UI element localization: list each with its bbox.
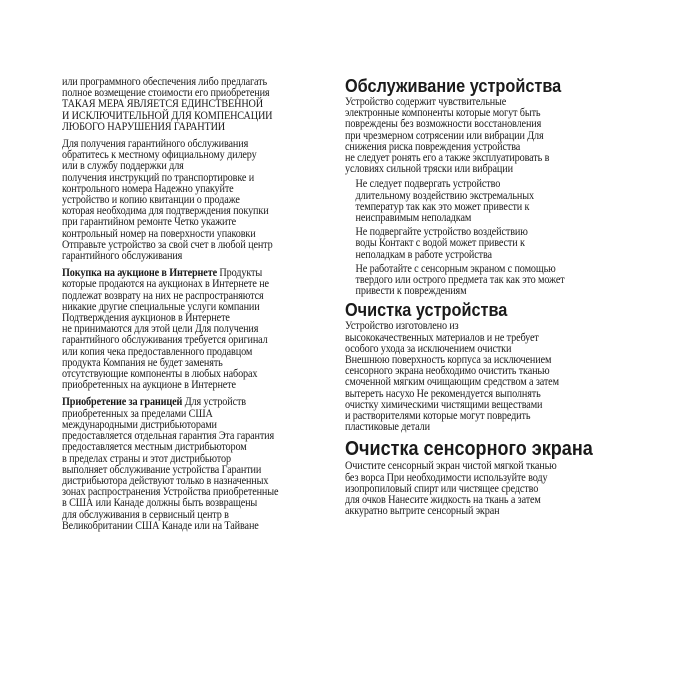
cleaning-text: Устройство изготовлено из высококачественных материалов и не требует особого ухода за исключением очистки Внешнюю поверхность корпуса за исключением сенсорного экрана необходимо очистить тканью смоченной мягким очищающим средством а затем вытереть насухо Не рекомендуется выполнять очистку химическими чистящими веществами и растворителями которые могут повредить пластиковые детали: [345, 319, 559, 434]
intro-line: ЛЮБОГО НАРУШЕНИЯ ГАРАНТИИ: [62, 119, 226, 133]
list-item: Не следует подвергать устройство длительному воздействию экстремальных температур так как это может привести к неисправимым неполадкам: [355, 177, 534, 225]
auction-text: Продукты которые продаются на аукционах в Интернете не подлежат возврату на них не распространяются никакие другие специальные услуги компании Подтверждения аукционов в Интернете не принимаются для этой цели Для получения гарантийного обслуживания требуется оригинал или копия чека предоставленного продавцом продукта Компания не будет заменять отсутствующие компоненты в любых наборах приобретенных на аукционе в Интернете: [62, 266, 269, 392]
touchscreen-text: Очистите сенсорный экран чистой мягкой тканью без ворса При необходимости используйте воду изопропиловый спирт или чистящее средство для очков Нанесите жидкость на ткань а затем аккуратно вытрите сенсорный экран: [345, 459, 557, 518]
left-column: [62, 76, 329, 535]
maintenance-text: Устройство содержит чувствительные электронные компоненты которые могут быть повреждены без возможности восстановления при чрезмерном сотрясении или вибрации Для снижения риска повреждения устройства не следует ронять его а также эксплуатировать в условиях сильной тряски или вибрации: [345, 95, 550, 176]
warranty-service-paragraph: Для получения гарантийного обслуживания обратитесь к местному официальному дилеру или в службу поддержки для получения инструкций по транспортировке и контрольного номера Надежно упакуйте устройство и копию квитанции о продаже которая необходима для подтверждения покупки при гарантийном ремонте Четко укажите контрольный номер на поверхности упаковки Отправьте устройство за свой счет в любой центр гарантийного обслуживания: [62, 137, 273, 263]
auction-heading: Покупка на аукционе в Интернете: [62, 266, 217, 280]
cleaning-heading: Очистка устройства: [345, 299, 508, 321]
touchscreen-heading: Очистка сенсорного экрана: [345, 437, 593, 461]
list-item: Не работайте с сенсорным экраном с помощью твердого или острого предмета так как это может привести к повреждениям: [355, 261, 565, 298]
maintenance-heading: Обслуживание устройства: [345, 75, 562, 96]
abroad-heading: Приобретение за границей: [62, 395, 183, 409]
intro-line: или программного обеспечения либо предлагать: [62, 75, 268, 88]
auction-paragraph: [62, 267, 329, 390]
right-column: [345, 76, 598, 521]
maintenance-list: [356, 178, 599, 296]
intro-line: ТАКАЯ МЕРА ЯВЛЯЕТСЯ ЕДИНСТВЕННОЙ: [62, 97, 264, 111]
abroad-paragraph: [62, 396, 329, 530]
abroad-text: Для устройств приобретенных за пределами США международными дистрибьюторами предоставляется отдельная гарантия Эта гарантия предоставляется местным дистрибьютором в пределах страны и этот дистрибьютор выполняет обслуживание устройства Гарантии дистрибьютора действуют только в назначенных зонах распространения Устройства приобретенные в США или Канаде должны быть возвращены для обслуживания в сервисный центр в Великобритании США Канаде или на Тайване: [62, 395, 279, 532]
intro-paragraph: [62, 76, 329, 132]
intro-line: И ИСКЛЮЧИТЕЛЬНОЙ ДЛЯ КОМПЕНСАЦИИ: [62, 108, 273, 122]
list-item: Не подвергайте устройство воздействию воды Контакт с водой может привести к неполадкам в работе устройства: [355, 225, 528, 261]
intro-line: полное возмещение стоимости его приобретения: [62, 86, 270, 100]
